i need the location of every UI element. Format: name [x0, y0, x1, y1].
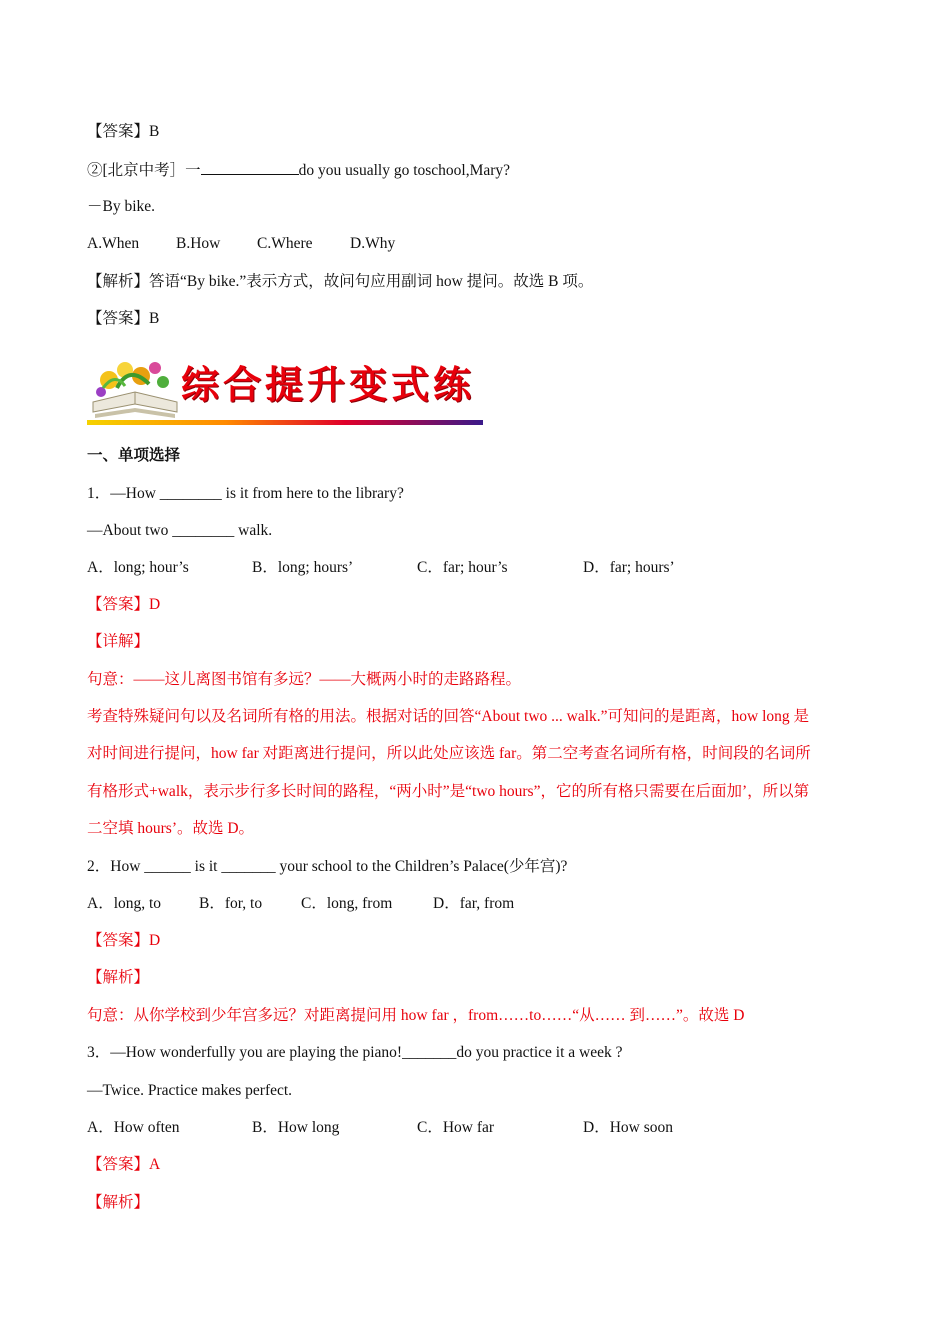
q1-detail-label: 【详解】	[87, 633, 150, 650]
q2-explanation: 句意：从你学校到少年宫多远？对距离提问用 how far ，from……to……“从…… 到……”。故选 D	[87, 1007, 745, 1024]
q1-explanation: 句意：——这儿离图书馆有多远？——大概两小时的走路路程。	[87, 671, 522, 688]
option-c: C．long, from	[301, 895, 393, 912]
q1-explanation: 二空填 hours’。故选 D。	[87, 820, 255, 837]
section-heading: 一、单项选择	[87, 447, 181, 464]
question-line	[87, 160, 510, 181]
q2-answer: 【答案】D	[87, 932, 161, 949]
option-d: D.Why	[350, 235, 396, 252]
option-a: A．How often	[87, 1119, 180, 1136]
option-c: C．How far	[417, 1119, 495, 1136]
q3-line2: —Twice. Practice makes perfect.	[87, 1082, 293, 1099]
option-b: B．for, to	[199, 895, 263, 912]
section-banner	[87, 358, 485, 430]
option-d: D．How soon	[583, 1119, 673, 1136]
open-book-flowers-icon	[89, 358, 181, 420]
option-d: D．far; hours’	[583, 559, 675, 576]
q1-answer: 【答案】D	[87, 596, 161, 613]
q1-line1: 1．—How ________ is it from here to the library?	[87, 485, 404, 502]
option-a: A．long; hour’s	[87, 559, 189, 576]
option-c: C.Where	[257, 235, 313, 252]
option-b: B．long; hours’	[252, 559, 354, 576]
answer-line: 【答案】B	[87, 310, 160, 327]
q2-analysis-label: 【解析】	[87, 969, 150, 986]
q1-explanation: 对时间进行提问，how far 对距离进行提问，所以此处应该选 far。第二空考查名词所有格，时间段的名词所	[87, 745, 811, 762]
q1-line2: —About two ________ walk.	[87, 522, 273, 539]
q3-answer: 【答案】A	[87, 1156, 161, 1173]
option-a: A．long, to	[87, 895, 162, 912]
response-line: －By bike.	[87, 198, 156, 215]
q3-line1: 3．—How wonderfully you are playing the piano!_______do you practice it a week ?	[87, 1044, 623, 1061]
q2-line1: 2．How ______ is it _______ your school to the Children’s Palace(少年宫)?	[87, 858, 568, 875]
question-prefix: ②[北京中考］一	[87, 162, 201, 179]
answer-blank	[201, 160, 299, 175]
option-b: B．How long	[252, 1119, 340, 1136]
banner-underline	[87, 420, 483, 425]
answer-line: 【答案】B	[87, 123, 160, 140]
q1-explanation: 有格形式+walk，表示步行多长时间的路程，“两小时”是“two hours”，它的所有格只需要在后面加’，所以第	[87, 783, 810, 800]
option-c: C．far; hour’s	[417, 559, 508, 576]
option-b: B.How	[176, 235, 221, 252]
banner-title: 综合提升变式练	[181, 363, 476, 407]
option-d: D．far, from	[433, 895, 515, 912]
q1-explanation: 考查特殊疑问句以及名词所有格的用法。根据对话的回答“About two ... walk.”可知问的是距离，how long 是	[87, 708, 810, 725]
option-a: A.When	[87, 235, 140, 252]
q3-analysis-label: 【解析】	[87, 1194, 150, 1211]
analysis-line: 【解析】答语“By bike.”表示方式，故问句应用副词 how 提问。故选 B 项。	[87, 273, 594, 290]
question-text: do you usually go toschool,Mary?	[298, 162, 511, 179]
